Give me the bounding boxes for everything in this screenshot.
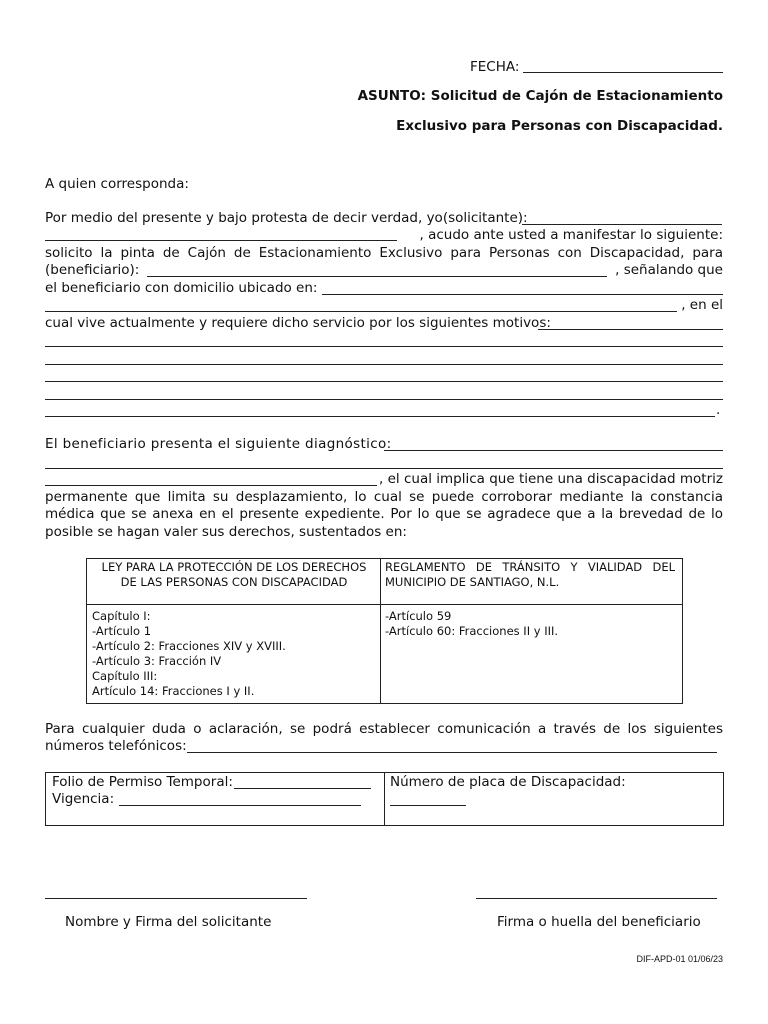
- law-table-divider: [380, 558, 381, 704]
- p2-line-4: permanente que limita su desplazamiento, lo cual se puede corroborar mediante la constancia: [45, 489, 723, 505]
- law-left-item: Capítulo III:: [92, 669, 158, 683]
- fecha-label: FECHA:: [470, 59, 520, 75]
- p1-line-3: solicito la pinta de Cajón de Estacionamiento Exclusivo para Personas con Discapacidad, para: [45, 245, 723, 261]
- fecha-field-line[interactable]: [523, 72, 723, 73]
- p1-line-1: Por medio del presente y bajo protesta de decir verdad, yo(solicitante):: [45, 210, 528, 226]
- placa-field-line[interactable]: [390, 805, 466, 806]
- telefonos-field-line[interactable]: [187, 752, 717, 753]
- law-left-item: -Artículo 2: Fracciones XIV y XVIII.: [92, 639, 286, 653]
- p1-line-5: el beneficiario con domicilio ubicado en:: [45, 280, 318, 296]
- motivos-line-3[interactable]: [45, 381, 723, 382]
- diagnostico-line-3[interactable]: [45, 485, 377, 486]
- p1-line-4-head: (beneficiario):: [45, 262, 140, 278]
- placa-label: Número de placa de Discapacidad:: [390, 774, 626, 790]
- p1-line-4-tail: , señalando que: [615, 262, 723, 278]
- law-left-item: Capítulo I:: [92, 609, 151, 623]
- motivos-field-line[interactable]: [538, 329, 723, 330]
- law-table-header-rule: [86, 604, 683, 605]
- signature-line-solicitante[interactable]: [45, 898, 307, 899]
- law-left-item: -Artículo 3: Fracción IV: [92, 654, 222, 668]
- diagnostico-line-2[interactable]: [45, 468, 723, 469]
- diagnostico-field-line[interactable]: [384, 450, 723, 451]
- vigencia-field-line[interactable]: [119, 805, 361, 806]
- p2-line-1: El beneficiario presenta el siguiente diagnóstico:: [45, 436, 392, 452]
- folio-label: Folio de Permiso Temporal:: [52, 774, 233, 790]
- law-left-item: Artículo 14: Fracciones I y II.: [92, 684, 255, 698]
- law-left-item: -Artículo 1: [92, 624, 152, 638]
- law-right-item: -Artículo 59: [385, 609, 452, 623]
- p1-end-period: .: [716, 402, 721, 418]
- asunto-line-1: ASUNTO: Solicitud de Cajón de Estacionamiento: [357, 88, 723, 104]
- law-left-header-2: DE LAS PERSONAS CON DISCAPACIDAD: [120, 575, 348, 589]
- signature-line-beneficiario[interactable]: [476, 898, 717, 899]
- domicilio-field-line[interactable]: [322, 294, 723, 295]
- signature-label-solicitante: Nombre y Firma del solicitante: [65, 914, 272, 930]
- asunto-line-2: Exclusivo para Personas con Discapacidad.: [396, 118, 723, 134]
- law-right-header-2: MUNICIPIO DE SANTIAGO, N.L.: [385, 575, 560, 589]
- motivos-line-2[interactable]: [45, 364, 723, 365]
- law-left-header-1: LEY PARA LA PROTECCIÓN DE LOS DERECHOS: [101, 560, 367, 574]
- contact-line-2: números telefónicos:: [45, 738, 187, 754]
- contact-line-1: Para cualquier duda o aclaración, se podrá establecer comunicación a través de los siguientes: [45, 721, 723, 737]
- signature-label-beneficiario: Firma o huella del beneficiario: [497, 914, 701, 930]
- p2-line-6: posible se hagan valer sus derechos, sustentados en:: [45, 524, 407, 540]
- motivos-line-5[interactable]: [45, 416, 715, 417]
- vigencia-label: Vigencia:: [52, 791, 115, 807]
- law-right-header-1: REGLAMENTO DE TRÁNSITO Y VIALIDAD DEL: [385, 560, 675, 574]
- motivos-line-4[interactable]: [45, 399, 723, 400]
- domicilio-field-line-2[interactable]: [45, 311, 677, 312]
- form-code: DIF-APD-01 01/06/23: [636, 954, 723, 964]
- solicitante-field-line[interactable]: [522, 224, 722, 225]
- motivos-line-1[interactable]: [45, 346, 723, 347]
- p1-line-2-tail: , acudo ante usted a manifestar lo siguiente:: [419, 227, 723, 243]
- p2-line-5: médica que se anexa en el presente expediente. Por lo que se agradece que a la brevedad de lo: [45, 506, 723, 522]
- folio-field-line[interactable]: [234, 788, 371, 789]
- beneficiario-field-line[interactable]: [147, 276, 607, 277]
- permit-table-divider: [384, 772, 385, 826]
- law-right-item: -Artículo 60: Fracciones II y III.: [385, 624, 559, 638]
- p2-line-3-tail: , el cual implica que tiene una discapacidad motriz: [379, 471, 723, 487]
- p1-line-7: cual vive actualmente y requiere dicho servicio por los siguientes motivos:: [45, 315, 551, 331]
- salutation: A quien corresponda:: [45, 176, 189, 192]
- p1-line-6-tail: , en el: [681, 297, 723, 313]
- solicitante-field-line-2[interactable]: [45, 240, 397, 241]
